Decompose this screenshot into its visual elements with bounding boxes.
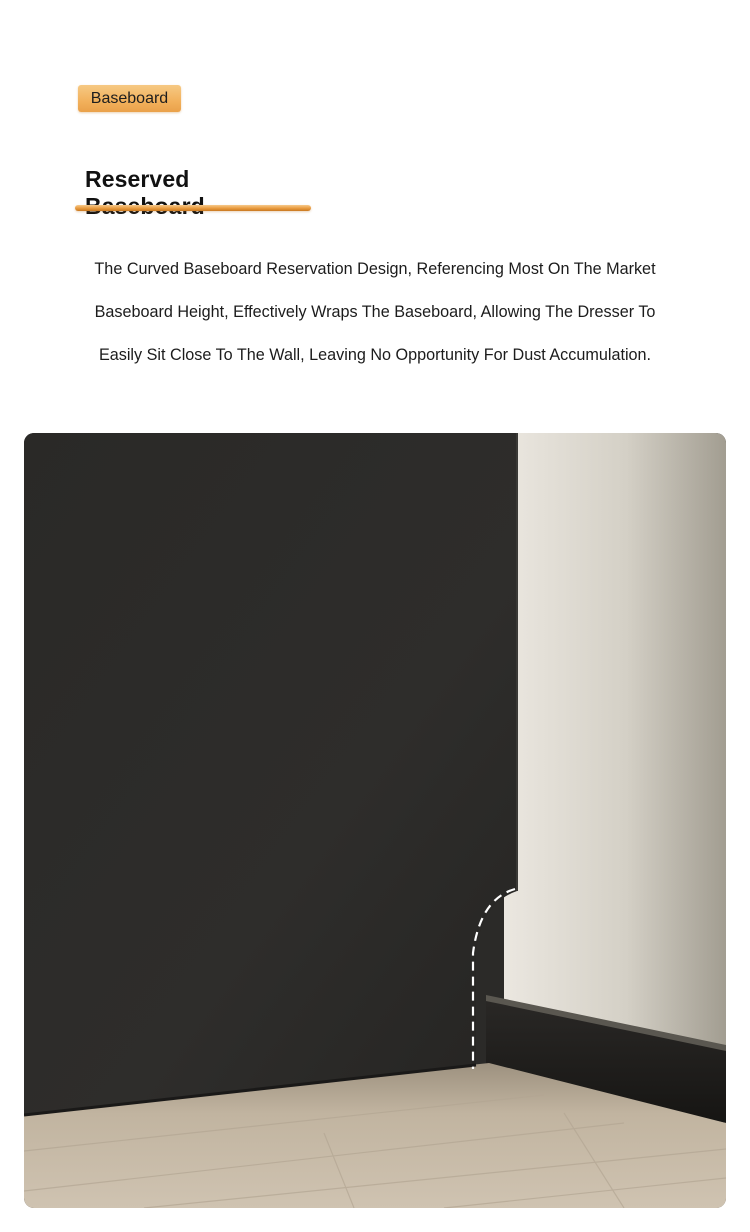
description-line-2: Baseboard Height, Effectively Wraps The Baseboard, Allowing The Dresser To bbox=[94, 303, 656, 321]
cabinet-side bbox=[24, 433, 517, 1115]
description-paragraph bbox=[60, 248, 690, 377]
description-line-1: The Curved Baseboard Reservation Design, Referencing Most On The Market bbox=[94, 260, 656, 278]
photo-illustration bbox=[24, 433, 726, 1208]
description-line-3: Easily Sit Close To The Wall, Leaving No Opportunity For Dust Accumulation. bbox=[98, 346, 652, 364]
category-tag-label: Baseboard bbox=[90, 89, 169, 107]
section-heading bbox=[74, 160, 314, 215]
category-tag bbox=[78, 85, 181, 112]
title-underline bbox=[75, 205, 311, 211]
product-photo bbox=[24, 433, 726, 1208]
section-title: Reserved bbox=[85, 166, 190, 192]
